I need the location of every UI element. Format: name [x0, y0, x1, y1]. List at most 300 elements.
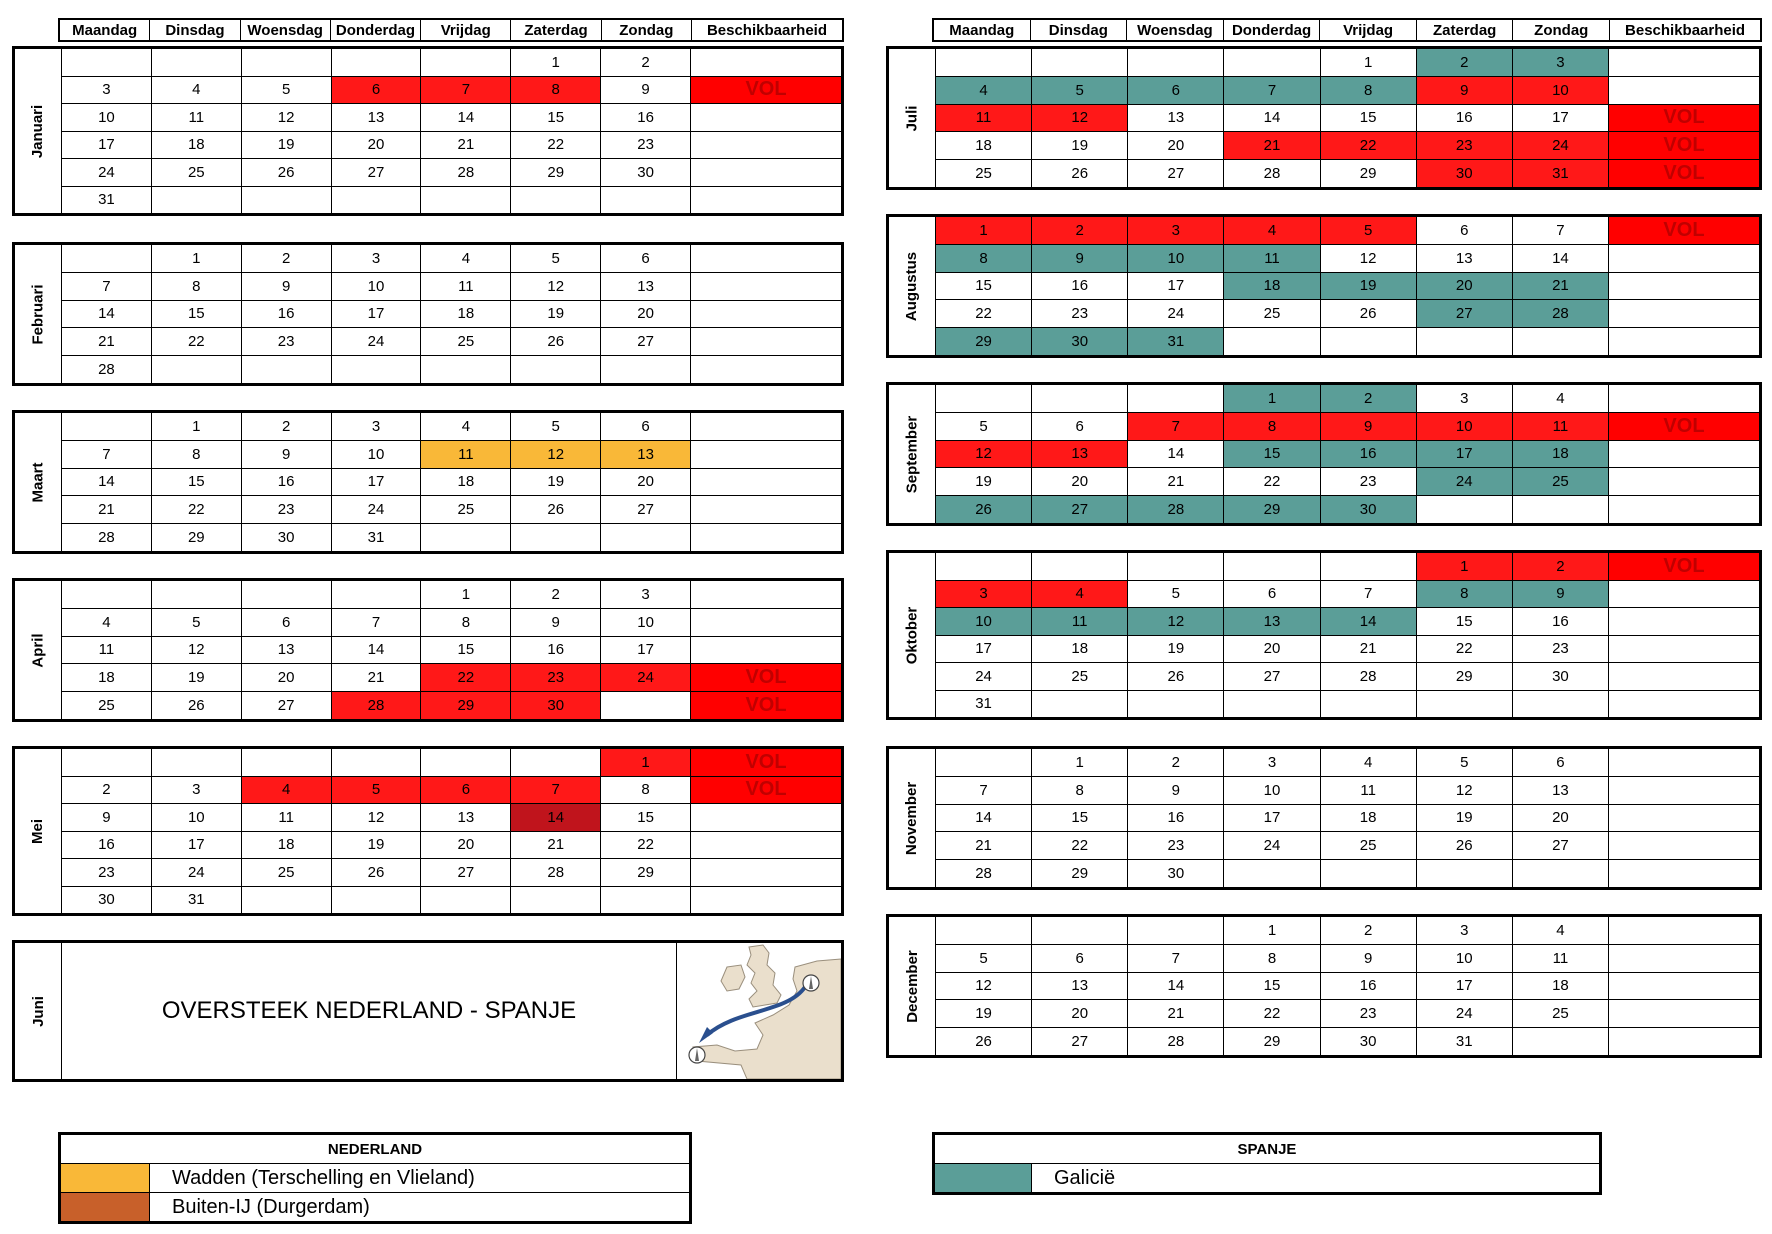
day-cell-za: 22 — [1416, 636, 1512, 663]
day-cell-di: 11 — [151, 104, 241, 131]
day-cell-ma: 9 — [102, 808, 111, 826]
day-cell-di — [1031, 553, 1127, 580]
day-cell-zo — [600, 692, 690, 719]
day-cell-do — [1223, 328, 1319, 355]
day-cell-zo: 6 — [600, 245, 690, 272]
day-cell-wo: 3 — [1127, 217, 1223, 244]
day-cell-vr: 11 — [420, 441, 510, 468]
day-cell-vr: 21 — [420, 132, 510, 159]
day-cell-wo: 14 — [1127, 441, 1223, 468]
day-cell-vr: 23 — [1320, 468, 1416, 495]
month-name: Januari — [29, 104, 47, 158]
week-row — [62, 413, 841, 440]
day-cell-do: 14 — [331, 637, 421, 664]
week-row — [936, 553, 1759, 580]
day-cell-vr — [420, 887, 510, 914]
day-cell-ma: 28 — [975, 865, 992, 883]
day-cell-ma: 22 — [975, 305, 992, 323]
day-cell-zo: 23 — [1512, 636, 1608, 663]
day-cell-ma: 10 — [98, 108, 115, 126]
month-april — [12, 578, 844, 722]
availability-cell: VOL — [690, 664, 841, 691]
availability-cell — [1608, 328, 1759, 355]
day-cell-za: 24 — [1416, 1000, 1512, 1027]
day-cell-zo: 6 — [600, 413, 690, 440]
day-cell-di: 4 — [1031, 581, 1127, 608]
availability-cell — [1608, 777, 1759, 804]
day-cell-za: 17 — [1416, 973, 1512, 1000]
availability-cell: VOL — [1608, 105, 1759, 132]
day-cell-wo: 5 — [241, 77, 331, 104]
day-cell-ma: 2 — [102, 781, 111, 799]
day-cell-wo: 28 — [1127, 496, 1223, 523]
day-cell-ma: 4 — [936, 77, 1031, 104]
day-cell-do: 5 — [331, 777, 421, 804]
day-cell-di: 1 — [151, 245, 241, 272]
day-cell-zo: 9 — [1512, 581, 1608, 608]
legend-swatch-brown — [61, 1193, 150, 1221]
day-cell-za: 20 — [1416, 273, 1512, 300]
week-row — [936, 440, 1759, 468]
day-cell-ma: 23 — [98, 863, 115, 881]
day-cell-ma: 8 — [936, 245, 1031, 272]
day-cell-do: 22 — [1223, 468, 1319, 495]
day-cell-ma — [936, 553, 1031, 580]
header-woensdag: Woensdag — [1126, 20, 1223, 40]
week-row — [936, 944, 1759, 972]
day-cell-vr: 22 — [420, 664, 510, 691]
day-cell-za: 2 — [1416, 49, 1512, 76]
header-left — [58, 18, 844, 42]
day-cell-ma: 17 — [975, 640, 992, 658]
day-cell-za: 19 — [1416, 805, 1512, 832]
month-grid — [936, 749, 1759, 887]
day-cell-za: 21 — [510, 832, 600, 859]
day-cell-di — [1031, 49, 1127, 76]
day-cell-zo: 10 — [600, 609, 690, 636]
day-cell-ma — [936, 917, 1031, 944]
day-cell-za: 22 — [510, 132, 600, 159]
day-cell-do — [1223, 49, 1319, 76]
week-row — [62, 663, 841, 691]
day-cell-do: 12 — [331, 804, 421, 831]
day-cell-zo: 10 — [1512, 77, 1608, 104]
day-cell-vr — [1320, 691, 1416, 718]
week-row — [62, 691, 841, 719]
day-cell-do — [1223, 860, 1319, 887]
availability-cell — [690, 328, 841, 355]
week-row — [936, 495, 1759, 523]
day-cell-do: 15 — [1223, 441, 1319, 468]
month-grid — [62, 581, 841, 719]
day-cell-zo: 24 — [1512, 132, 1608, 159]
month-label — [889, 49, 936, 187]
week-row — [936, 76, 1759, 104]
day-cell-zo: 4 — [1512, 385, 1608, 412]
day-cell-di: 3 — [151, 777, 241, 804]
month-maart — [12, 410, 844, 554]
day-cell-di: 19 — [1031, 132, 1127, 159]
month-grid — [936, 217, 1759, 355]
legend-title: NEDERLAND — [61, 1135, 689, 1164]
legend-title: SPANJE — [935, 1135, 1599, 1164]
day-cell-za: 7 — [510, 777, 600, 804]
availability-cell — [690, 609, 841, 636]
day-cell-vr: 11 — [1320, 777, 1416, 804]
week-row — [936, 999, 1759, 1027]
day-cell-do — [331, 749, 421, 776]
day-cell-vr: 11 — [420, 273, 510, 300]
day-cell-do — [1223, 691, 1319, 718]
day-cell-ma: 18 — [98, 669, 115, 687]
day-cell-ma: 18 — [975, 137, 992, 155]
day-cell-vr: 12 — [1320, 245, 1416, 272]
month-september — [886, 382, 1762, 526]
day-cell-di: 15 — [151, 469, 241, 496]
availability-cell — [690, 887, 841, 914]
day-cell-zo: 23 — [600, 132, 690, 159]
day-cell-zo: 30 — [600, 159, 690, 186]
day-cell-za: 12 — [510, 273, 600, 300]
day-cell-zo: 2 — [1512, 553, 1608, 580]
day-cell-do — [1223, 553, 1319, 580]
day-cell-do: 8 — [1223, 413, 1319, 440]
day-cell-wo: 16 — [241, 301, 331, 328]
day-cell-vr: 16 — [1320, 441, 1416, 468]
week-row — [936, 217, 1759, 244]
availability-cell: VOL — [1608, 217, 1759, 244]
week-row — [936, 49, 1759, 76]
day-cell-zo — [1512, 860, 1608, 887]
day-cell-vr: 29 — [420, 692, 510, 719]
day-cell-ma — [62, 245, 151, 272]
day-cell-za: 12 — [1416, 777, 1512, 804]
day-cell-do: 7 — [1223, 77, 1319, 104]
day-cell-wo: 12 — [241, 104, 331, 131]
day-cell-ma: 21 — [98, 501, 115, 519]
week-row — [62, 76, 841, 104]
week-row — [62, 272, 841, 300]
day-cell-di: 8 — [1031, 777, 1127, 804]
availability-cell: VOL — [1608, 132, 1759, 159]
availability-cell: VOL — [690, 77, 841, 104]
month-grid — [62, 749, 841, 913]
day-cell-do: 20 — [1223, 636, 1319, 663]
day-cell-do: 26 — [331, 859, 421, 886]
week-row — [936, 635, 1759, 663]
day-cell-wo: 5 — [1127, 581, 1223, 608]
day-cell-wo: 30 — [1127, 860, 1223, 887]
day-cell-ma: 29 — [936, 328, 1031, 355]
week-row — [936, 917, 1759, 944]
day-cell-ma: 31 — [98, 191, 115, 209]
day-cell-vr: 9 — [1320, 945, 1416, 972]
day-cell-di: 26 — [1031, 160, 1127, 187]
day-cell-di: 11 — [1031, 608, 1127, 635]
day-cell-do: 1 — [1223, 917, 1319, 944]
day-cell-do: 7 — [331, 609, 421, 636]
day-cell-do: 15 — [1223, 973, 1319, 1000]
availability-cell — [690, 245, 841, 272]
day-cell-zo — [1512, 1028, 1608, 1055]
day-cell-za: 19 — [510, 301, 600, 328]
day-cell-ma: 21 — [98, 333, 115, 351]
month-label — [889, 749, 936, 887]
day-cell-do: 31 — [331, 524, 421, 551]
day-cell-za: 19 — [510, 469, 600, 496]
week-row — [62, 608, 841, 636]
day-cell-ma: 14 — [975, 809, 992, 827]
day-cell-za: 29 — [1416, 663, 1512, 690]
header-dinsdag: Dinsdag — [149, 20, 239, 40]
availability-cell — [690, 187, 841, 214]
day-cell-ma: 19 — [975, 473, 992, 491]
day-cell-wo: 13 — [1127, 105, 1223, 132]
week-row — [62, 803, 841, 831]
day-cell-za — [1416, 691, 1512, 718]
day-cell-di: 20 — [1031, 468, 1127, 495]
day-cell-do: 17 — [1223, 805, 1319, 832]
day-cell-wo: 9 — [241, 441, 331, 468]
week-row — [936, 104, 1759, 132]
day-cell-wo: 20 — [241, 664, 331, 691]
legend-item — [61, 1164, 689, 1193]
day-cell-di — [1031, 917, 1127, 944]
day-cell-di: 15 — [151, 301, 241, 328]
day-cell-wo — [1127, 691, 1223, 718]
availability-cell — [1608, 468, 1759, 495]
day-cell-do: 20 — [331, 132, 421, 159]
day-cell-do: 25 — [1223, 300, 1319, 327]
day-cell-di — [1031, 385, 1127, 412]
day-cell-wo: 2 — [1127, 749, 1223, 776]
week-row — [62, 355, 841, 383]
week-row — [936, 804, 1759, 832]
day-cell-zo — [1512, 496, 1608, 523]
day-cell-ma: 15 — [975, 277, 992, 295]
day-cell-za: 15 — [1416, 608, 1512, 635]
header-zondag: Zondag — [1512, 20, 1609, 40]
header-beschikbaarheid: Beschikbaarheid — [1609, 20, 1760, 40]
week-row — [62, 300, 841, 328]
day-cell-za: 16 — [1416, 105, 1512, 132]
day-cell-di: 10 — [151, 804, 241, 831]
header-maandag: Maandag — [949, 21, 1015, 39]
day-cell-za: 3 — [1416, 917, 1512, 944]
day-cell-ma: 31 — [975, 695, 992, 713]
day-cell-vr: 4 — [1320, 749, 1416, 776]
day-cell-ma — [936, 49, 1031, 76]
legend-swatch-teal — [935, 1164, 1032, 1192]
day-cell-ma: 14 — [98, 473, 115, 491]
header-zaterdag: Zaterdag — [510, 20, 600, 40]
day-cell-do — [331, 49, 421, 76]
day-cell-za: 5 — [510, 245, 600, 272]
day-cell-vr: 26 — [1320, 300, 1416, 327]
day-cell-za — [510, 356, 600, 383]
availability-cell — [690, 637, 841, 664]
day-cell-zo: 15 — [600, 804, 690, 831]
day-cell-vr — [420, 356, 510, 383]
day-cell-ma: 11 — [936, 105, 1031, 132]
day-cell-ma: 5 — [979, 417, 988, 435]
day-cell-vr: 18 — [420, 469, 510, 496]
day-cell-di: 27 — [1031, 496, 1127, 523]
availability-cell — [1608, 496, 1759, 523]
day-cell-wo: 26 — [1127, 663, 1223, 690]
day-cell-zo: 6 — [1512, 749, 1608, 776]
day-cell-zo — [600, 524, 690, 551]
month-name: November — [903, 781, 921, 855]
day-cell-wo: 30 — [241, 524, 331, 551]
day-cell-do: 3 — [1223, 749, 1319, 776]
day-cell-di: 25 — [151, 159, 241, 186]
day-cell-di: 22 — [151, 496, 241, 523]
day-cell-wo: 26 — [241, 159, 331, 186]
day-cell-zo — [600, 187, 690, 214]
day-cell-wo: 23 — [1127, 832, 1223, 859]
availability-cell — [690, 804, 841, 831]
day-cell-za: 24 — [1416, 468, 1512, 495]
day-cell-wo: 7 — [1127, 945, 1223, 972]
day-cell-zo: 22 — [600, 832, 690, 859]
day-cell-vr: 27 — [420, 859, 510, 886]
month-grid — [62, 245, 841, 383]
day-cell-di: 13 — [1031, 973, 1127, 1000]
day-cell-ma: 24 — [98, 163, 115, 181]
day-cell-di: 27 — [1031, 1028, 1127, 1055]
day-cell-vr: 22 — [1320, 132, 1416, 159]
month-grid — [936, 553, 1759, 717]
legend-label: Galicië — [1054, 1166, 1116, 1189]
day-cell-ma — [62, 581, 151, 608]
day-cell-di: 16 — [1031, 273, 1127, 300]
day-cell-zo: 25 — [1512, 468, 1608, 495]
day-cell-za: 10 — [1416, 945, 1512, 972]
availability-cell — [690, 273, 841, 300]
day-cell-zo: 18 — [1512, 973, 1608, 1000]
day-cell-di: 19 — [151, 664, 241, 691]
day-cell-di: 6 — [1031, 945, 1127, 972]
day-cell-di: 23 — [1031, 300, 1127, 327]
day-cell-zo: 3 — [600, 581, 690, 608]
availability-cell — [1608, 441, 1759, 468]
month-grid — [936, 49, 1759, 187]
day-cell-za: 3 — [1416, 385, 1512, 412]
availability-cell — [1608, 749, 1759, 776]
day-cell-do: 29 — [1223, 496, 1319, 523]
week-row — [62, 886, 841, 914]
day-cell-wo: 19 — [1127, 636, 1223, 663]
legend-spanje — [932, 1132, 1602, 1195]
availability-cell — [1608, 1028, 1759, 1055]
day-cell-zo: 17 — [1512, 105, 1608, 132]
day-cell-vr: 4 — [420, 245, 510, 272]
week-row — [62, 581, 841, 608]
day-cell-vr: 2 — [1320, 385, 1416, 412]
day-cell-za: 15 — [510, 104, 600, 131]
day-cell-wo: 21 — [1127, 468, 1223, 495]
day-cell-ma: 1 — [936, 217, 1031, 244]
day-cell-za: 27 — [1416, 300, 1512, 327]
day-cell-vr: 9 — [1320, 413, 1416, 440]
availability-cell — [1608, 973, 1759, 1000]
day-cell-vr: 23 — [1320, 1000, 1416, 1027]
header-woensdag: Woensdag — [240, 20, 330, 40]
month-name: Oktober — [903, 606, 921, 664]
month-januari — [12, 46, 844, 216]
day-cell-vr — [1320, 860, 1416, 887]
day-cell-do: 21 — [331, 664, 421, 691]
day-cell-wo: 11 — [241, 804, 331, 831]
day-cell-ma: 21 — [975, 837, 992, 855]
day-cell-vr: 18 — [1320, 805, 1416, 832]
day-cell-zo: 27 — [600, 496, 690, 523]
day-cell-wo — [1127, 917, 1223, 944]
day-cell-za: 9 — [510, 609, 600, 636]
week-row — [62, 131, 841, 159]
day-cell-di — [151, 49, 241, 76]
day-cell-ma: 26 — [975, 1033, 992, 1051]
day-cell-za — [510, 749, 600, 776]
day-cell-do: 10 — [1223, 777, 1319, 804]
day-cell-do: 4 — [1223, 217, 1319, 244]
day-cell-do: 10 — [331, 441, 421, 468]
day-cell-za: 9 — [1416, 77, 1512, 104]
day-cell-wo — [1127, 385, 1223, 412]
week-row — [936, 749, 1759, 776]
crossing-title: OVERSTEEK NEDERLAND - SPANJE — [62, 943, 677, 1079]
month-grid — [62, 49, 841, 213]
day-cell-do: 24 — [1223, 832, 1319, 859]
availability-cell — [690, 104, 841, 131]
day-cell-za — [510, 524, 600, 551]
week-row — [62, 103, 841, 131]
month-mei — [12, 746, 844, 916]
day-cell-di — [151, 749, 241, 776]
day-cell-di — [151, 356, 241, 383]
week-row — [936, 131, 1759, 159]
header-donderdag: Donderdag — [1223, 20, 1320, 40]
day-cell-zo: 3 — [1512, 49, 1608, 76]
availability-cell — [1608, 917, 1759, 944]
day-cell-zo: 11 — [1512, 413, 1608, 440]
month-augustus — [886, 214, 1762, 358]
day-cell-za: 13 — [1416, 245, 1512, 272]
month-juni — [12, 940, 844, 1082]
month-oktober — [886, 550, 1762, 720]
day-cell-di: 20 — [1031, 1000, 1127, 1027]
week-row — [62, 776, 841, 804]
day-cell-do: 3 — [331, 245, 421, 272]
header-zaterdag: Zaterdag — [1416, 20, 1513, 40]
month-label — [889, 385, 936, 523]
day-cell-do: 8 — [1223, 945, 1319, 972]
day-cell-do — [331, 887, 421, 914]
day-cell-wo — [1127, 553, 1223, 580]
day-cell-wo: 10 — [1127, 245, 1223, 272]
day-cell-za: 17 — [1416, 441, 1512, 468]
availability-cell — [1608, 663, 1759, 690]
week-row — [936, 607, 1759, 635]
header-right — [932, 18, 1762, 42]
day-cell-za: 26 — [1416, 832, 1512, 859]
day-cell-di: 30 — [1031, 328, 1127, 355]
day-cell-wo: 9 — [1127, 777, 1223, 804]
day-cell-di: 18 — [1031, 636, 1127, 663]
week-row — [936, 859, 1759, 887]
availability-cell — [1608, 832, 1759, 859]
